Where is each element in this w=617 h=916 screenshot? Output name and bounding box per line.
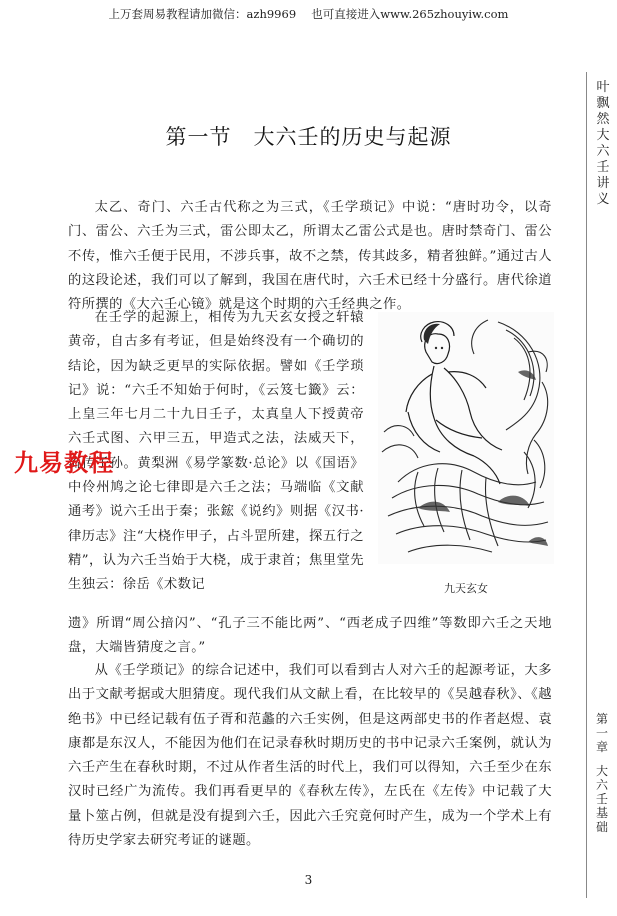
book-title-char: 叶 — [596, 80, 610, 95]
chapter-label-vertical — [590, 712, 614, 834]
book-title-char: 六 — [596, 144, 610, 159]
chapter-char: 壬 — [595, 792, 608, 806]
chapter-char: 第 — [595, 712, 608, 726]
book-title-char: 大 — [596, 128, 610, 143]
paragraph-origin: 在壬学的起源上，相传为九天玄女授之轩辕黄帝，自古多有考证，但是始终没有一个确切的结论，因为缺乏更早的实际依据。譬如《壬学琐记》说：“六壬不知始于何时，《云笈七籤》云：上皇三年七月二十九日壬子，太真皇人下授黄帝六壬式图、六甲三五，甲造式之法，法威天下，流传子孙。黄梨洲《易学篆数·总论》以《国语》中伶州鸠之论七律即是六壬之法；马端临《文献通考》说六壬出于秦；张鋐《说约》则据《汉书·律历志》注“大桡作甲子，占斗罡所建，探五行之精”，认为六壬当始于大桡，成于隶首；焦里堂先生独云：徐岳《术数记 — [68, 310, 364, 593]
paragraph-continued: 遗》所谓“周公揞闪”、“孔子三不能比两”、“西老成子四维”等数即六壬之天地盘，大端皆猜度之言。” — [68, 616, 552, 656]
book-title-char: 壬 — [596, 160, 610, 175]
chapter-char: 大 — [595, 764, 608, 778]
illustration-caption: 九天玄女 — [444, 582, 488, 595]
chapter-char: 础 — [595, 820, 608, 834]
page-number: 3 — [304, 873, 313, 887]
section-title: 第一节 大六壬的历史与起源 — [165, 125, 452, 149]
chapter-char: 一 — [595, 726, 608, 740]
book-title-char: 义 — [596, 192, 610, 207]
paragraph-intro: 太乙、奇门、六壬古代称之为三式，《壬学琐记》中说：“唐时功令，以奇门、雷公、六壬为三式，雷公即太乙，所谓太乙雷公式是也。唐时禁奇门、雷公不传，惟六壬便于民用，不涉兵事，故不之禁，传其歧多，精者独鲜。”通过古人的这段论述，我们可以了解到，我国在唐代时，六壬术已经十分盛行。唐代徐道符所撰的《大六壬心镜》就是这个时期的六壬经典之作。 — [68, 200, 552, 313]
chapter-char: 六 — [595, 778, 608, 792]
chapter-char: 基 — [595, 806, 608, 820]
margin-divider — [586, 72, 587, 898]
paragraph-conclusion: 从《壬学琐记》的综合记述中，我们可以看到古人对六壬的起源考证，大多出于文献考据或大胆猜度。现代我们从文献上看，在比较早的《吴越春秋》、《越绝书》中已经记载有伍子胥和范蠡的六壬实例，但是这两部史书的作者赵煜、袁康都是东汉人，不能因为他们在记录春秋时期历史的书中记录六壬案例，就认为六壬产生在春秋时期，不过从作者生活的时代上，我们可以得知，六壬至少在东汉时已经广为流传。我们再看更早的《春秋左传》，左氏在《左传》中记载了大量卜筮占例，但就是没有提到六壬，因此六壬究竟何时产生，成为一个学术上有待历史学家去研究考证的谜题。 — [68, 663, 552, 849]
header-watermark-line: 上万套周易教程请加微信：azh9969 也可直接进入www.265zhouyiw.com — [108, 7, 509, 21]
goddess-on-phoenix-illustration — [378, 312, 554, 564]
book-title-char: 然 — [596, 112, 610, 127]
book-title-char: 讲 — [596, 176, 610, 191]
overlay-watermark: 九易教程 — [14, 449, 114, 477]
chapter-char: 章 — [595, 740, 608, 754]
book-title-char: 飘 — [596, 96, 610, 111]
